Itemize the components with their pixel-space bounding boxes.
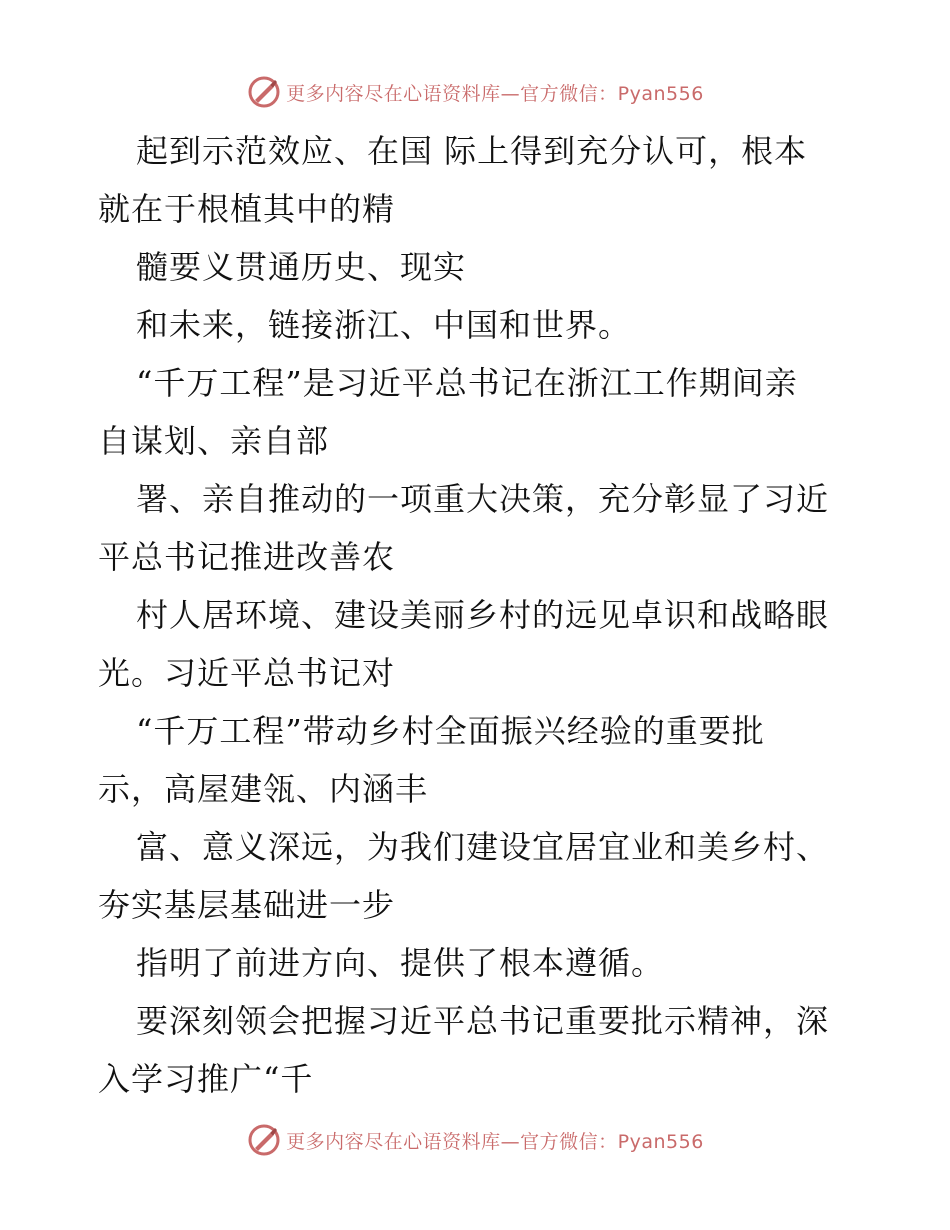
footer-watermark-text: 更多内容尽在心语资料库—官方微信：Pyan556 [286,1130,704,1153]
text-line: 起到示范效应、在国 际上得到充分认可，根本 [136,132,808,170]
footer-watermark [0,1120,950,1160]
text-line: 夯实基层基础进一步 [98,886,396,924]
text-line: 平总书记推进改善农 [98,538,396,576]
logo-icon [246,1122,282,1158]
text-line: 指明了前进方向、提供了根本遵循。 [136,944,665,982]
header-watermark [0,72,950,112]
text-line: 村人居环境、建设美丽乡村的远见卓识和战略眼 [136,596,830,634]
document-body [98,122,858,1108]
header-watermark-text: 更多内容尽在心语资料库—官方微信：Pyan556 [286,82,704,105]
text-line: 光。习近平总书记对 [98,654,396,692]
text-line: 署、亲自推动的一项重大决策，充分彰显了习近 [136,480,830,518]
text-line: 入学习推广“千 [98,1060,314,1098]
logo-icon [246,74,282,110]
text-line: 自谋划、亲自部 [98,422,330,460]
text-line: 和未来，链接浙江、中国和世界。 [136,306,632,344]
text-line: “千万工程”带动乡村全面振兴经验的重要批 [136,712,765,750]
text-line: “千万工程”是习近平总书记在浙江工作期间亲 [136,364,798,402]
text-line: 富、意义深远，为我们建设宜居宜业和美乡村、 [136,828,830,866]
text-line: 就在于根植其中的精 [98,190,396,228]
text-line: 示，高屋建瓴、内涵丰 [98,770,429,808]
text-line: 要深刻领会把握习近平总书记重要批示精神，深 [136,1002,830,1040]
text-line: 髓要义贯通历史、现实 [136,248,467,286]
